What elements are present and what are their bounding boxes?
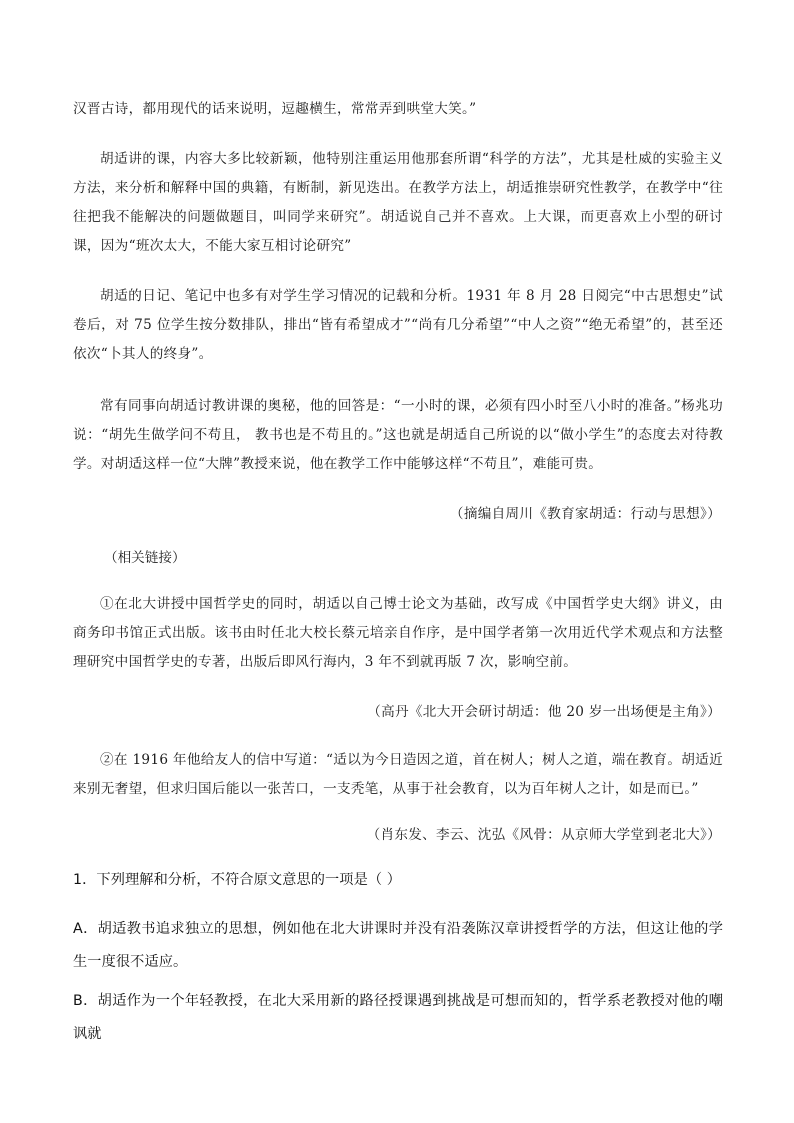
question-1-stem: 1．下列理解和分析，不符合原文意思的一项是（ ） (73, 872, 402, 888)
related-link-item-2: ②在 1916 年他给友人的信中写道：“适以为今日造因之道，首在树人；树人之道，端在教育。胡适近来别无奢望，但求归国后能以一张苦口，一支秃笔，从事于社会教育，以为百年树人之计，如是而已。” (73, 752, 723, 797)
question-1-option-a: A．胡适教书追求独立的思想，例如他在北大讲课时并没有沿袭陈汉章讲授哲学的方法，但这让他的学生一度很不适应。 (73, 921, 723, 970)
related-links-label: （相关链接） (104, 550, 186, 566)
question-1-option-b: B．胡适作为一个年轻教授，在北大采用新的路径授课遇到挑战是可想而知的，哲学系老教授对他的嘲讽就 (73, 993, 723, 1042)
source-citation-1: （摘编自周川《教育家胡适：行动与思想》） (449, 506, 721, 522)
passage-paragraph-3: 常有同事向胡适讨教讲课的奥秘，他的回答是：“一小时的课，必须有四小时至八小时的准备。”杨兆功说：“胡先生做学问不苟且， 教书也是不苟且的。”这也就是胡适自己所说的以“做小学生”的态度去对待教学。对胡适这样一位“大牌”教授来说，他在教学工作中能够这样“不苟且”，难能可贵。 (73, 398, 723, 472)
passage-paragraph-1: 胡适讲的课，内容大多比较新颖，他特别注重运用他那套所谓“科学的方法”，尤其是杜威的实验主义方法，来分析和解释中国的典籍，有断制，新见迭出。在教学方法上，胡适推崇研究性教学，在教学中“往往把我不能解决的问题做题目，叫同学来研究”。胡适说自己并不喜欢。上大课，而更喜欢上小型的研讨课，因为“班次太大，不能大家互相讨论研究” (73, 151, 723, 254)
related-link-item-1: ①在北大讲授中国哲学史的同时，胡适以自己博士论文为基础，改写成《中国哲学史大纲》讲义，由商务印书馆正式出版。该书由时任北大校长蔡元培亲自作序，是中国学者第一次用近代学术观点和方法整理研究中国哲学史的专著，出版后即风行海内，3 年不到就再版 7 次，影响空前。 (73, 596, 723, 670)
passage-paragraph-2: 胡适的日记、笔记中也多有对学生学习情况的记载和分析。1931 年 8 月 28 日阅完“中古思想史”试卷后，对 75 位学生按分数排队，排出“皆有希望成才”“尚有几分希望”“中人之资”“绝无希望”的，甚至还依次“卜其人的终身”。 (73, 288, 723, 362)
source-citation-3: （肖东发、李云、沈弘《风骨：从京师大学堂到老北大》） (366, 827, 721, 843)
passage-paragraph-0: 汉晋古诗，都用现代的话来说明，逗趣横生，常常弄到哄堂大笑。” (73, 101, 477, 117)
source-citation-2: （高丹《北大开会研讨胡适：他 20 岁一出场便是主角》） (367, 704, 721, 720)
